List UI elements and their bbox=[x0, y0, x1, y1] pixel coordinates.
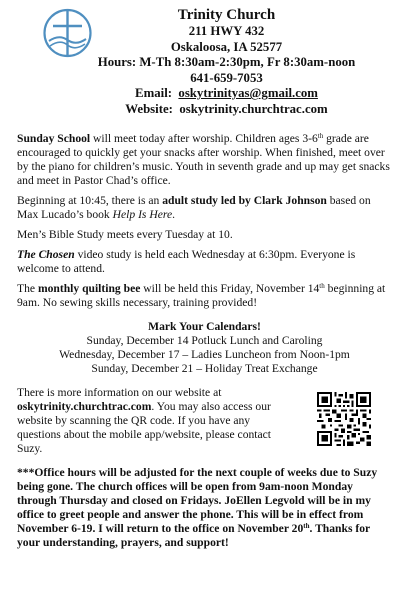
sunday-school-paragraph bbox=[17, 132, 392, 188]
adult-study-book: Help Is Here bbox=[112, 207, 173, 221]
info-text-1: There is more information on our website at bbox=[17, 385, 222, 399]
adult-study-text-2: based on Max Lucado’s book bbox=[17, 193, 371, 221]
notice-sup: th bbox=[303, 521, 310, 530]
calendar-section bbox=[17, 320, 392, 376]
notice-text-1: ***Office hours will be adjusted for the next couple of weeks due to Suzy being gone. The church offices will be open from 9am-noon Monday through Thursday and closed on Fridays. JoEllen Legvold will be in my office to greet people and answer the phone. This will be in effect from November 6-19. I will return to the office on November 20 bbox=[17, 465, 378, 535]
website-line bbox=[61, 102, 392, 118]
website-label: Website: bbox=[125, 101, 173, 116]
phone-line: 641-659-7053 bbox=[190, 70, 263, 85]
quilting-bold: monthly quilting bee bbox=[37, 281, 141, 295]
info-text-2: . You may also access our website by scanning the QR code. If you have any questions about the mobile app/website, please contact Suzy. bbox=[17, 399, 272, 455]
city-line: Oskaloosa, IA 52577 bbox=[170, 39, 283, 54]
email-link[interactable]: oskytrinityas@gmail.com bbox=[178, 86, 318, 101]
quilting-text-2: will be held this Friday, November 14 bbox=[140, 281, 320, 295]
hours-line: Hours: M-Th 8:30am-2:30pm, Fr 8:30am-noon bbox=[97, 55, 356, 70]
email-line bbox=[61, 86, 392, 102]
quilting-text-3: beginning at 9am. No sewing skills necessary, training provided! bbox=[17, 281, 386, 309]
website-link[interactable]: oskytrinity.churchtrac.com bbox=[179, 101, 328, 116]
church-name: Trinity Church bbox=[177, 7, 276, 23]
chosen-title: The Chosen bbox=[17, 247, 75, 261]
info-website-link[interactable]: oskytrinity.churchtrac.com bbox=[17, 399, 152, 413]
chosen-paragraph bbox=[17, 248, 392, 276]
cross-in-circle-logo-icon bbox=[41, 6, 94, 59]
notice-text-2: . Thanks for your understanding, prayers, and support! bbox=[17, 521, 370, 549]
sunday-school-text-2: grade are encouraged to quickly get your snacks after worship. When finished, meet over by the piano for children’s music. Youth in seventh grade and up may get snacks and meet in Pastor Chad’s office. bbox=[17, 131, 390, 187]
calendar-item: Sunday, December 14 Potluck Lunch and Caroling bbox=[86, 333, 323, 347]
sunday-school-text-1: will meet today after worship. Children ages 3-6 bbox=[90, 131, 318, 145]
calendar-heading: Mark Your Calendars! bbox=[148, 319, 261, 333]
qr-code-icon[interactable] bbox=[317, 392, 371, 446]
website-info-section bbox=[17, 386, 392, 456]
adult-study-text-3: . bbox=[172, 207, 175, 221]
adult-study-paragraph bbox=[17, 194, 392, 222]
quilting-paragraph bbox=[17, 282, 392, 310]
sunday-school-sup: th bbox=[317, 131, 324, 140]
office-hours-notice bbox=[17, 466, 392, 550]
quilting-sup: th bbox=[319, 281, 325, 290]
calendar-item: Wednesday, December 17 – Ladies Luncheon from Noon-1pm bbox=[59, 347, 350, 361]
mens-study-paragraph: Men’s Bible Study meets every Tuesday at 10. bbox=[17, 227, 233, 241]
quilting-text-1: The bbox=[17, 281, 38, 295]
sunday-school-lead: Sunday School bbox=[17, 131, 91, 145]
calendar-item: Sunday, December 21 – Holiday Treat Exchange bbox=[91, 361, 318, 375]
adult-study-leader: adult study led by Clark Johnson bbox=[162, 193, 327, 207]
chosen-text: video study is held each Wednesday at 6:30pm. Everyone is welcome to attend. bbox=[17, 247, 356, 275]
website-info-paragraph bbox=[17, 386, 279, 456]
address-line: 211 HWY 432 bbox=[188, 24, 265, 38]
bulletin-body bbox=[17, 132, 392, 550]
email-label: Email: bbox=[135, 86, 173, 101]
adult-study-text-1: Beginning at 10:45, there is an bbox=[17, 193, 163, 207]
